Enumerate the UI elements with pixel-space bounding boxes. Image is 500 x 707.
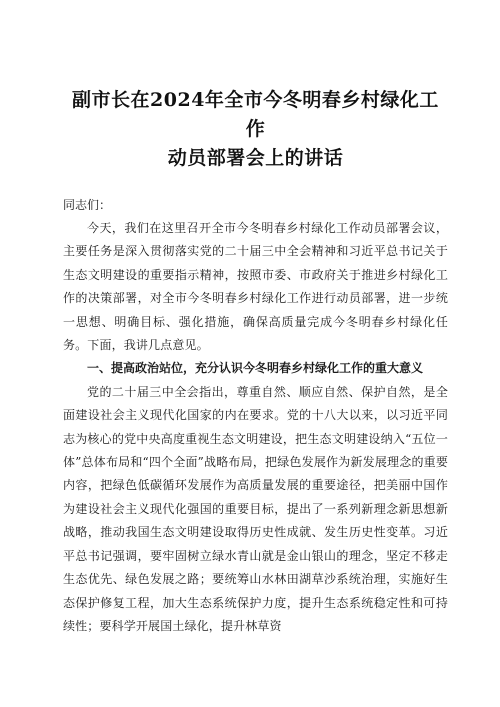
title-line-2: 动员部署会上的讲话	[167, 147, 344, 169]
title-line-1: 副市长在2024年全市今冬明春乡村绿化工作	[72, 89, 439, 140]
section-heading-1: 一、提高政治站位，充分认识今冬明春乡村绿化工作的重大意义	[87, 361, 424, 376]
body-paragraph-significance: 党的二十届三中全会指出，尊重自然、顺应自然、保护自然，是全面建设社会主义现代化国家的内在要求。党的十八大以来，以习近平同志为核心的党中央高度重视生态文明建设，把生态文明建设纳入“五位一体”总体布局和“四个全面”战略布局，把绿色发展作为新发展理念的重要内容，把绿色低碳循环发展作为高质量发展的重要途径，把美丽中国作为建设社会主义现代化强国的重要目标，提出了一系列新理念新思想新战略，推动我国生态文明建设取得历史性成就、发生历史性变革。习近平总书记强调，要牢固树立绿水青山就是金山银山的理念，坚定不移走生态优先、绿色发展之路；要统筹山水林田湖草沙系统治理，实施好生态保护修复工程，加大生态系统保护力度，提升生态系统稳定性和可持续性；要科学开展国土绿化，提升林草资	[63, 384, 448, 633]
body-paragraph-intro: 今天，我们在这里召开全市今冬明春乡村绿化工作动员部署会议，主要任务是深入贯彻落实党的二十届三中全会精神和习近平总书记关于生态文明建设的重要指示精神，按照市委、市政府关于推进乡村绿化工作的决策部署，对全市今冬明春乡村绿化工作进行动员部署，进一步统一思想、明确目标、强化措施，确保高质量完成今冬明春乡村绿化任务。下面，我讲几点意见。	[63, 221, 448, 353]
salutation: 同志们：	[63, 198, 112, 212]
document-title	[63, 86, 448, 173]
